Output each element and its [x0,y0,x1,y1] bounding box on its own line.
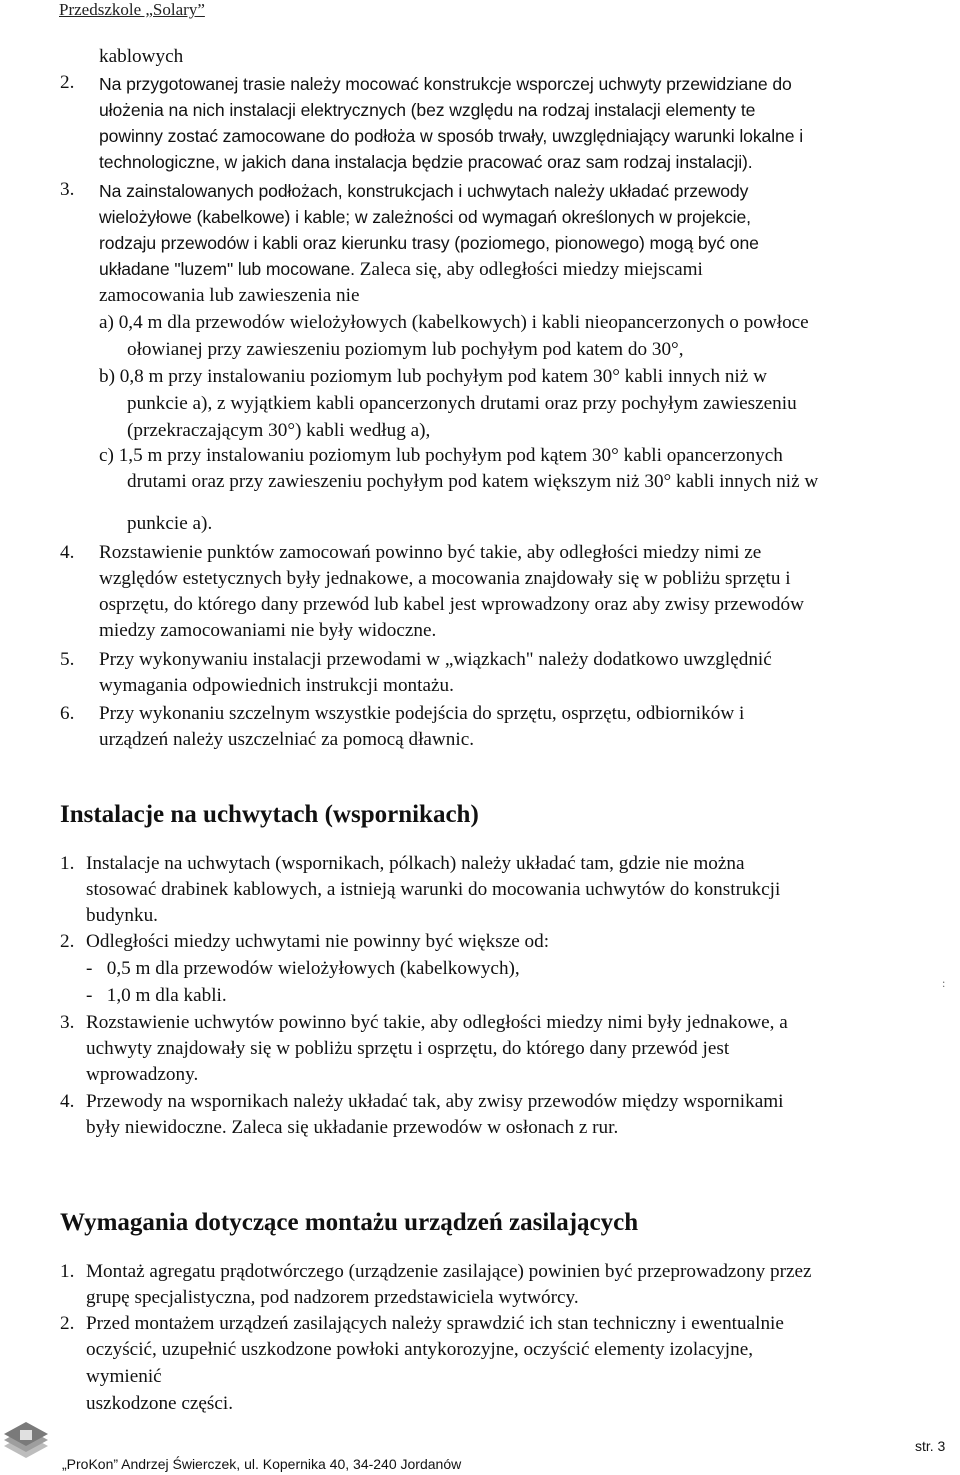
list-number: 2. [60,931,75,952]
text-line: punkcie a). [127,513,213,534]
text-line: osprzętu, do którego dany przewód lub kabel jest wprowadzony oraz aby zwisy przewodów [99,594,804,615]
section-heading: Instalacje na uchwytach (wspornikach) [60,801,479,828]
text-line: a) 0,4 m dla przewodów wielożyłowych (kabelkowych) i kabli nieopancerzonych o powłoce [99,312,809,333]
list-number: 3. [60,179,75,200]
text-line: Odległości miedzy uchwytami nie powinny być większe od: [86,931,550,952]
text-line: - 0,5 m dla przewodów wielożyłowych (kabelkowych), [86,958,520,979]
list-number: 1. [60,1261,75,1282]
text-line: Na zainstalowanych podłożach, konstrukcjach i uchwytach należy układać przewody [99,181,749,201]
list-number: 2. [60,72,75,93]
text-line: wprowadzony. [86,1064,199,1085]
text-line: grupę specjalistyczna, pod nadzorem przedstawiciela wytwórcy. [86,1287,579,1308]
page-number: str. 3 [915,1438,946,1454]
text-line: - 1,0 m dla kabli. [86,985,227,1006]
list-number: 4. [60,1091,75,1112]
text-line: punkcie a), z wyjątkiem kabli opancerzonych drutami oraz przy pochyłym zawieszeniu [127,393,797,414]
text-line: b) 0,8 m przy instalowaniu poziomym lub pochyłym pod katem 30° kabli innych niż w [99,366,767,387]
text-fragment: Zaleca się, aby odległości miedzy miejscami [354,259,703,280]
list-number: 6. [60,703,75,724]
document-header: Przedszkole „Solary” [59,0,205,19]
text-line: Przed montażem urządzeń zasilających należy sprawdzić ich stan techniczny i ewentualnie [86,1313,784,1334]
text-line: wymienić [86,1366,162,1387]
text-line: zamocowania lub zawieszenia nie [99,285,360,306]
text-line: kablowych [99,46,184,67]
text-line: Instalacje na uchwytach (wspornikach, pólkach) należy układać tam, gdzie nie można [86,853,745,874]
list-number: 4. [60,542,75,563]
text-line: Rozstawienie punktów zamocowań powinno być takie, aby odległości miedzy nimi ze [99,542,762,563]
text-line: (przekraczającym 30°) kabli według a), [127,420,431,441]
text-line: Na przygotowanej trasie należy mocować konstrukcje wsporczej uchwyty przewidziane do [99,74,792,94]
text-line: wymagania odpowiednich instrukcji montażu. [99,675,454,696]
text-line [99,256,703,283]
list-number: 3. [60,1012,75,1033]
text-line: rodzaju przewodów i kabli oraz kierunku trasy (poziomego, pionowego) mogą być one [99,233,759,253]
text-line: miedzy zamocowaniami nie były widoczne. [99,620,437,641]
company-logo-icon [0,1412,52,1464]
text-line: Montaż agregatu prądotwórczego (urządzenie zasilające) powinien być przeprowadzony przez [86,1261,812,1282]
text-line: Przy wykonaniu szczelnym wszystkie podejścia do sprzętu, osprzętu, odbiorników i [99,703,745,724]
list-number: 2. [60,1313,75,1334]
text-line: Rozstawienie uchwytów powinno być takie, aby odległości miedzy nimi były jednakowe, a [86,1012,788,1033]
text-line: uszkodzone części. [86,1393,234,1414]
text-line: uchwyty znajdowały się w pobliżu sprzętu i osprzętu, do którego dany przewód jest [86,1038,730,1059]
text-line: urządzeń należy uszczelniać za pomocą dławnic. [99,729,475,750]
text-line: były niewidoczne. Zaleca się układanie przewodów w osłonach z rur. [86,1117,619,1138]
text-line: oczyścić, uzupełnić uszkodzone powłoki antykorozyjne, oczyścić elementy izolacyjne, [86,1339,754,1360]
text-fragment: układane "luzem" lub mocowane. [99,259,355,279]
text-line: ułożenia na nich instalacji elektrycznych (bez względu na rodzaj instalacji elementy te [99,100,756,120]
text-line: ołowianej przy zawieszeniu poziomym lub pochyłym pod katem do 30°, [127,339,684,360]
text-line: Przy wykonywaniu instalacji przewodami w „wiązkach" należy dodatkowo uwzględnić [99,649,772,670]
footer-company: „ProKon” Andrzej Świerczek, ul. Kopernika 40, 34-240 Jordanów [62,1456,462,1472]
list-number: 5. [60,649,75,670]
text-line: Przewody na wspornikach należy układać tak, aby zwisy przewodów między wspornikami [86,1091,784,1112]
text-line: stosować drabinek kablowych, a istnieją warunki do mocowania uchwytów do konstrukcji [86,879,781,900]
text-line: budynku. [86,905,158,926]
text-line: c) 1,5 m przy instalowaniu poziomym lub pochyłym pod kątem 30° kabli opancerzonych [99,445,783,466]
list-number: 1. [60,853,75,874]
text-line: technologiczne, w jakich dana instalacja będzie pracować oraz sam rodzaj instalacji). [99,152,753,172]
text-line: wielożyłowe (kabelkowe) i kable; w zależności od wymagań określonych w projekcie, [99,207,751,227]
text-line: względów estetycznych były jednakowe, a mocowania znajdowały się w pobliżu sprzętu i [99,568,791,589]
stray-colon: : [942,976,946,990]
section-heading: Wymagania dotyczące montażu urządzeń zasilających [60,1209,639,1236]
text-line: drutami oraz przy zawieszeniu pochyłym pod katem większym niż 30° kabli innych niż w [127,471,819,492]
text-line: powinny zostać zamocowane do podłoża w sposób trwały, uwzględniający warunki lokalne i [99,126,803,146]
